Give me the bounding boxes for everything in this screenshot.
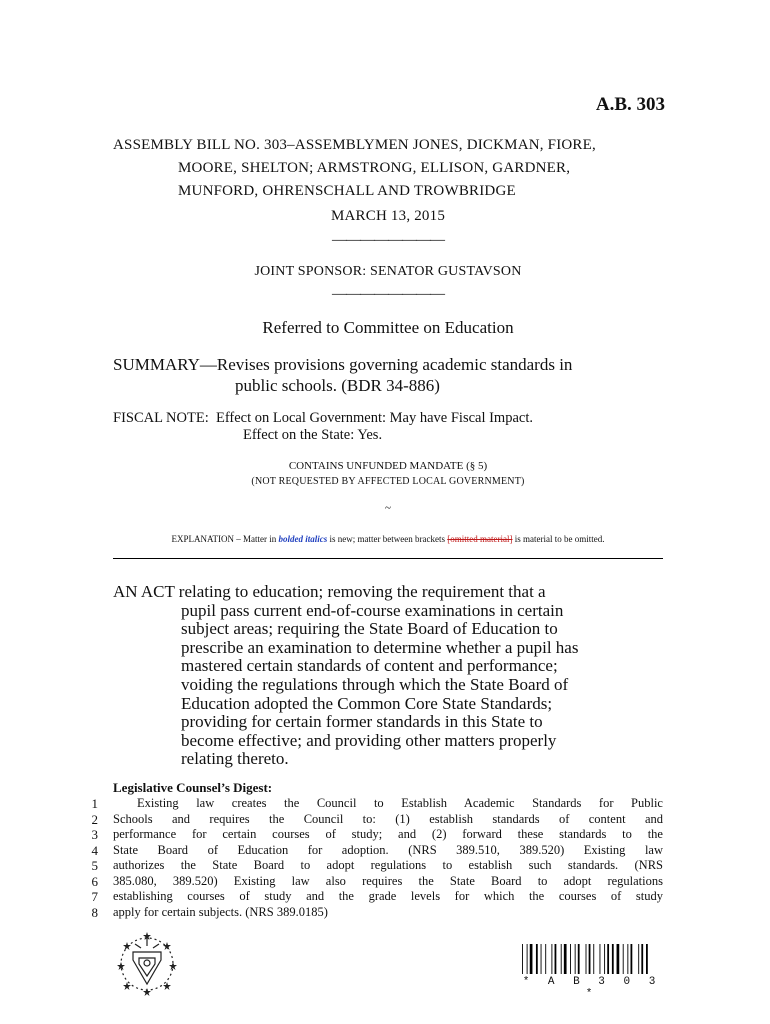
act-line: prescribe an examination to determine whether a pupil has xyxy=(181,637,579,657)
barcode-icon xyxy=(522,944,662,974)
explanation-suffix: is material to be omitted. xyxy=(512,534,605,544)
line-number: 8 xyxy=(91,904,98,920)
act-description xyxy=(113,583,663,769)
bill-title-line-1: ASSEMBLY BILL NO. 303–ASSEMBLYMEN JONES, DICKMAN, FIORE, xyxy=(113,137,596,153)
line-number: 2 xyxy=(91,811,98,827)
state-seal-icon xyxy=(113,930,181,998)
digest-line: apply for certain subjects. (NRS 389.0185) xyxy=(113,904,328,919)
horizontal-divider xyxy=(113,558,663,559)
bill-date: MARCH 13, 2015 xyxy=(330,208,446,224)
act-line: subject areas; requiring the State Board of Education to xyxy=(181,619,558,639)
digest-line: establishing courses of study and the grade levels for which the courses of study xyxy=(113,889,663,903)
digest-line: Existing law creates the Council to Establish Academic Standards for Public xyxy=(137,796,663,810)
joint-sponsor: JOINT SPONSOR: SENATOR GUSTAVSON xyxy=(254,264,522,279)
bill-summary xyxy=(113,354,663,396)
divider-rule-2: ———————— xyxy=(332,286,444,302)
divider-rule-1: ———————— xyxy=(332,232,444,248)
explanation-middle: is new; matter between brackets xyxy=(327,534,448,544)
line-number: 6 xyxy=(91,873,98,889)
act-line: become effective; and providing other matters properly xyxy=(181,730,557,750)
bill-title-line-2: MOORE, SHELTON; ARMSTRONG, ELLISON, GARDNER, xyxy=(178,160,571,176)
digest-line: 385.080, 389.520) Existing law also requires the State Board to adopt regulations xyxy=(113,873,663,888)
digest-line: State Board of Education for adoption. (NRS 389.510, 389.520) Existing law xyxy=(113,842,663,857)
line-number: 1 xyxy=(91,796,98,811)
committee-referral: Referred to Committee on Education xyxy=(262,318,514,337)
act-line-1: AN ACT relating to education; removing the requirement that a xyxy=(113,582,546,601)
line-number: 3 xyxy=(91,827,98,842)
digest-line: Schools and requires the Council to: (1) establish standards of content and xyxy=(113,811,663,826)
act-line: mastered certain standards of content and performance; xyxy=(181,656,558,676)
act-line: Education adopted the Common Core State Standards; xyxy=(181,693,553,713)
bill-number: A.B. 303 xyxy=(595,94,665,115)
act-line: relating thereto. xyxy=(181,749,289,769)
fiscal-note-line-1: FISCAL NOTE: Effect on Local Government: May have Fiscal Impact. xyxy=(113,410,533,426)
line-numbers xyxy=(84,796,98,920)
barcode-text: * A B 3 0 3 * xyxy=(522,976,662,1000)
line-number: 4 xyxy=(91,842,98,858)
digest-title: Legislative Counsel’s Digest: xyxy=(113,780,273,795)
act-line: providing for certain former standards in this State to xyxy=(181,712,543,732)
explanation-new-text: bolded italics xyxy=(278,534,328,544)
explanation-note xyxy=(113,534,663,544)
fiscal-note xyxy=(113,410,663,444)
line-number: 7 xyxy=(91,889,98,904)
act-line: pupil pass current end-of-course examinations in certain xyxy=(181,600,564,620)
digest-line: authorizes the State Board to adopt regulations to establish such standards. (NRS xyxy=(113,858,663,872)
summary-line-2: public schools. (BDR 34-886) xyxy=(235,376,440,395)
unfunded-mandate: CONTAINS UNFUNDED MANDATE (§ 5) xyxy=(288,460,488,472)
mandate-note: (NOT REQUESTED BY AFFECTED LOCAL GOVERNMENT) xyxy=(251,476,525,487)
line-number: 5 xyxy=(91,858,98,873)
explanation-omitted-text: [omitted material] xyxy=(447,534,513,544)
fiscal-note-line-2: Effect on the State: Yes. xyxy=(243,427,383,443)
explanation-prefix: EXPLANATION – Matter in xyxy=(171,534,279,544)
act-line: voiding the regulations through which the State Board of xyxy=(181,674,569,694)
summary-line-1: SUMMARY—Revises provisions governing academic standards in xyxy=(113,355,573,374)
tilde-separator: ~ xyxy=(385,502,391,514)
digest-line: performance for certain courses of study; and (2) forward these standards to the xyxy=(113,827,663,841)
bill-title-line-3: MUNFORD, OHRENSCHALL AND TROWBRIDGE xyxy=(178,183,516,199)
digest-body xyxy=(113,796,663,920)
bill-title-block xyxy=(113,134,663,203)
